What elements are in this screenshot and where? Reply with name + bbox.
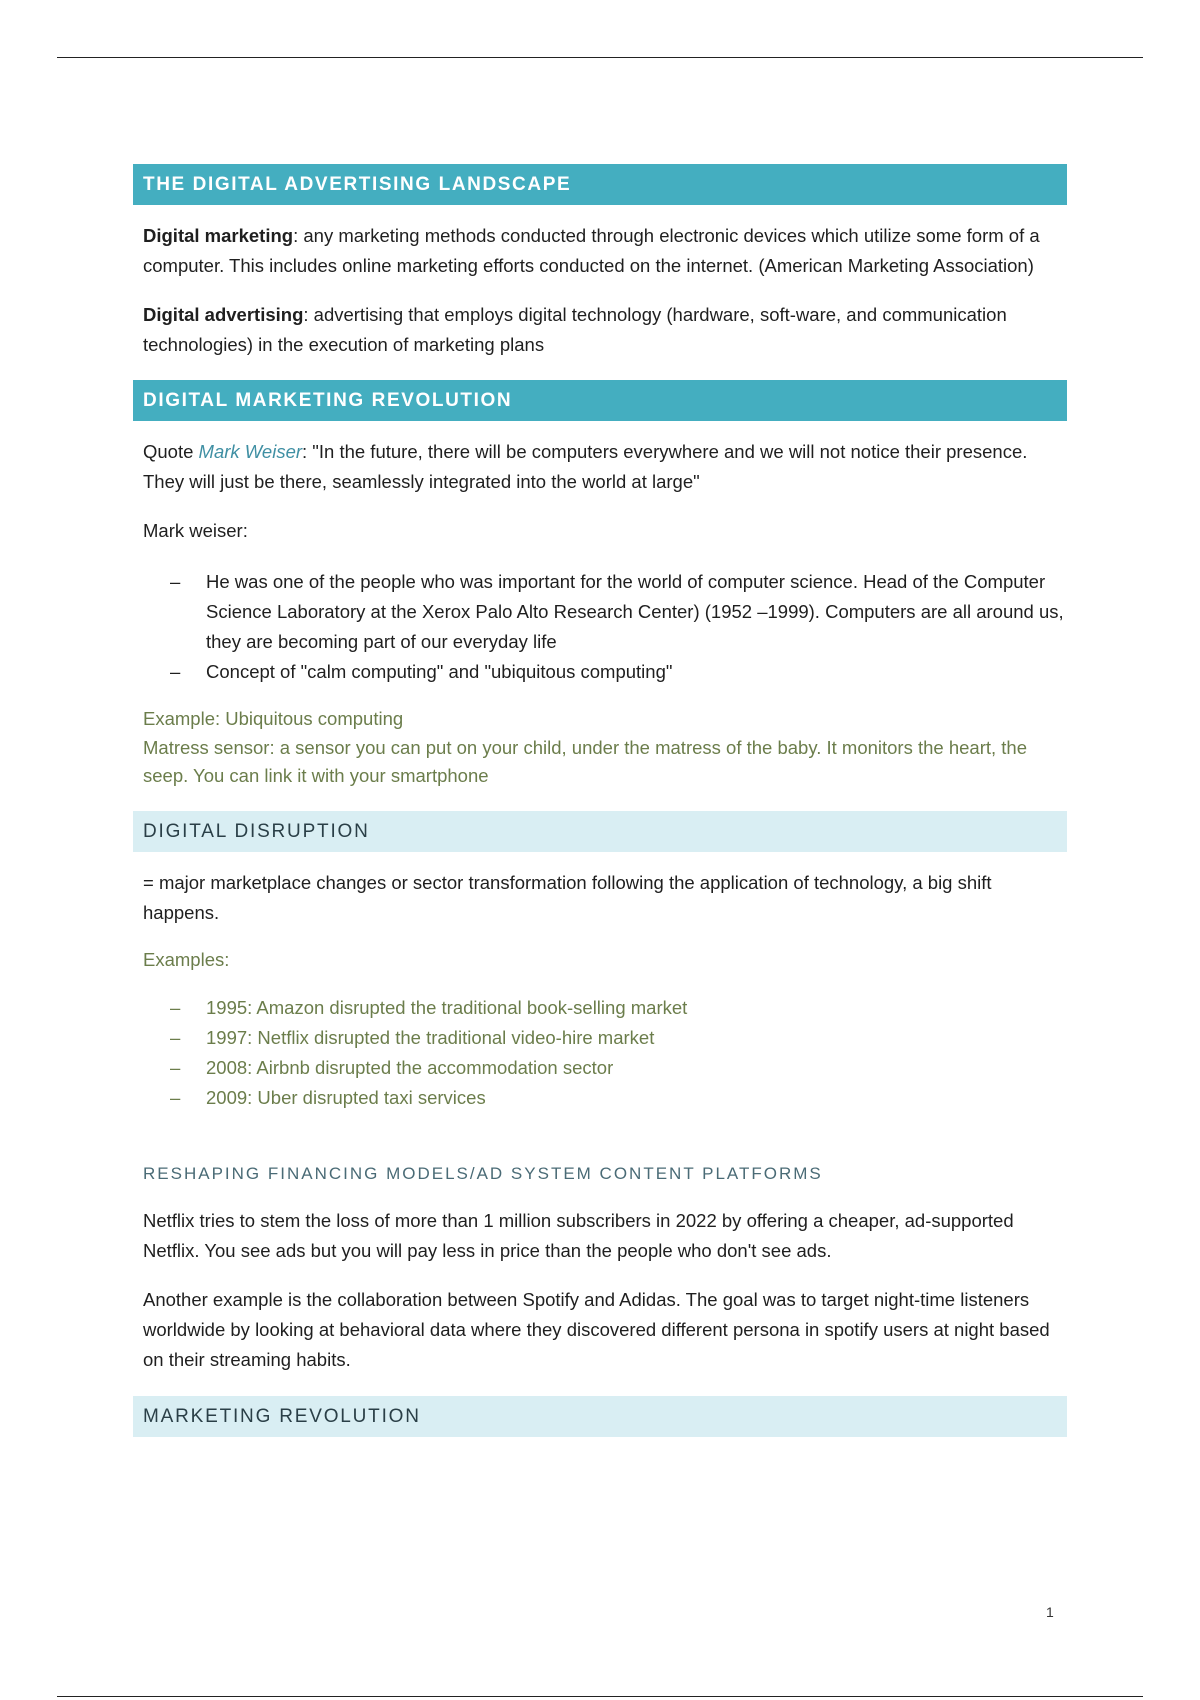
section-heading-text: MARKETING REVOLUTION [143, 1405, 421, 1427]
section-heading-digital-disruption [133, 811, 1067, 852]
section-heading-digital-advertising-landscape [133, 164, 1067, 205]
paragraph-digital-marketing-definition [133, 221, 1067, 281]
paragraph-spotify-adidas: Another example is the collaboration between Spotify and Adidas. The goal was to target night-time listeners worldwide by looking at behavioral data where they discovered different persona in spotify users at night based on their streaming habits. [143, 1289, 1050, 1370]
disruption-examples-list [133, 993, 1067, 1113]
list-item: – 2009: Uber disrupted taxi services [206, 1083, 1067, 1113]
disruption-definition: = major marketplace changes or sector transformation following the application of technology, a big shift happens. [143, 872, 992, 923]
page-number: 1 [1046, 1604, 1054, 1620]
section-heading-text: DIGITAL MARKETING REVOLUTION [143, 389, 513, 411]
footer-rule [57, 1696, 1143, 1697]
term-digital-advertising: Digital advertising [143, 304, 304, 325]
header-rule [57, 57, 1143, 58]
example-heading: Example: Ubiquitous computing [143, 708, 404, 729]
definition-text: : advertising that employs digital technology (hardware, soft-ware, and communication technologies) in the execution of marketing plans [143, 304, 1007, 355]
list-item: – 2008: Airbnb disrupted the accommodation sector [206, 1053, 1067, 1083]
section-heading-text: DIGITAL DISRUPTION [143, 820, 370, 842]
quote-text: : "In the future, there will be computers everywhere and we will not notice their presence. They will just be there, seamlessly integrated into the world at large" [143, 441, 1028, 492]
list-item: – 1997: Netflix disrupted the traditional video-hire market [206, 1023, 1067, 1053]
quote-prefix: Quote [143, 441, 199, 462]
subheading-reshaping-financing-models: RESHAPING FINANCING MODELS/AD SYSTEM CONTENT PLATFORMS [143, 1164, 823, 1183]
term-digital-marketing: Digital marketing [143, 225, 294, 246]
list-item: – 1995: Amazon disrupted the traditional book-selling market [206, 993, 1067, 1023]
list-item: – He was one of the people who was important for the world of computer science. Head of the Computer Science Laboratory at the Xerox Palo Alto Research Center) (1952 –1999). Computers are all around us, they are becoming part of our everyday life [206, 567, 1067, 657]
section-heading-text: THE DIGITAL ADVERTISING LANDSCAPE [143, 173, 572, 195]
quote-author: Mark Weiser [198, 441, 303, 462]
weiser-label: Mark weiser: [143, 520, 248, 541]
paragraph-weiser-quote [133, 437, 1067, 497]
section-heading-marketing-revolution [133, 1396, 1067, 1437]
definition-text: : any marketing methods conducted through electronic devices which utilize some form of a computer. This includes online marketing efforts conducted on the internet. (American Marketing Association) [143, 225, 1040, 276]
paragraph-digital-advertising-definition [133, 300, 1067, 360]
weiser-bullet-list [133, 567, 1067, 687]
section-heading-digital-marketing-revolution [133, 380, 1067, 421]
document-body [133, 164, 1067, 1437]
example-text: Matress sensor: a sensor you can put on your child, under the matress of the baby. It monitors the heart, the seep. You can link it with your smartphone [143, 737, 1028, 786]
examples-label: Examples: [143, 949, 230, 970]
list-item: – Concept of "calm computing" and "ubiquitous computing" [206, 657, 1067, 687]
paragraph-netflix: Netflix tries to stem the loss of more than 1 million subscribers in 2022 by offering a cheaper, ad-supported Netflix. You see ads but you will pay less in price than the people who don't see ads. [143, 1210, 1014, 1261]
